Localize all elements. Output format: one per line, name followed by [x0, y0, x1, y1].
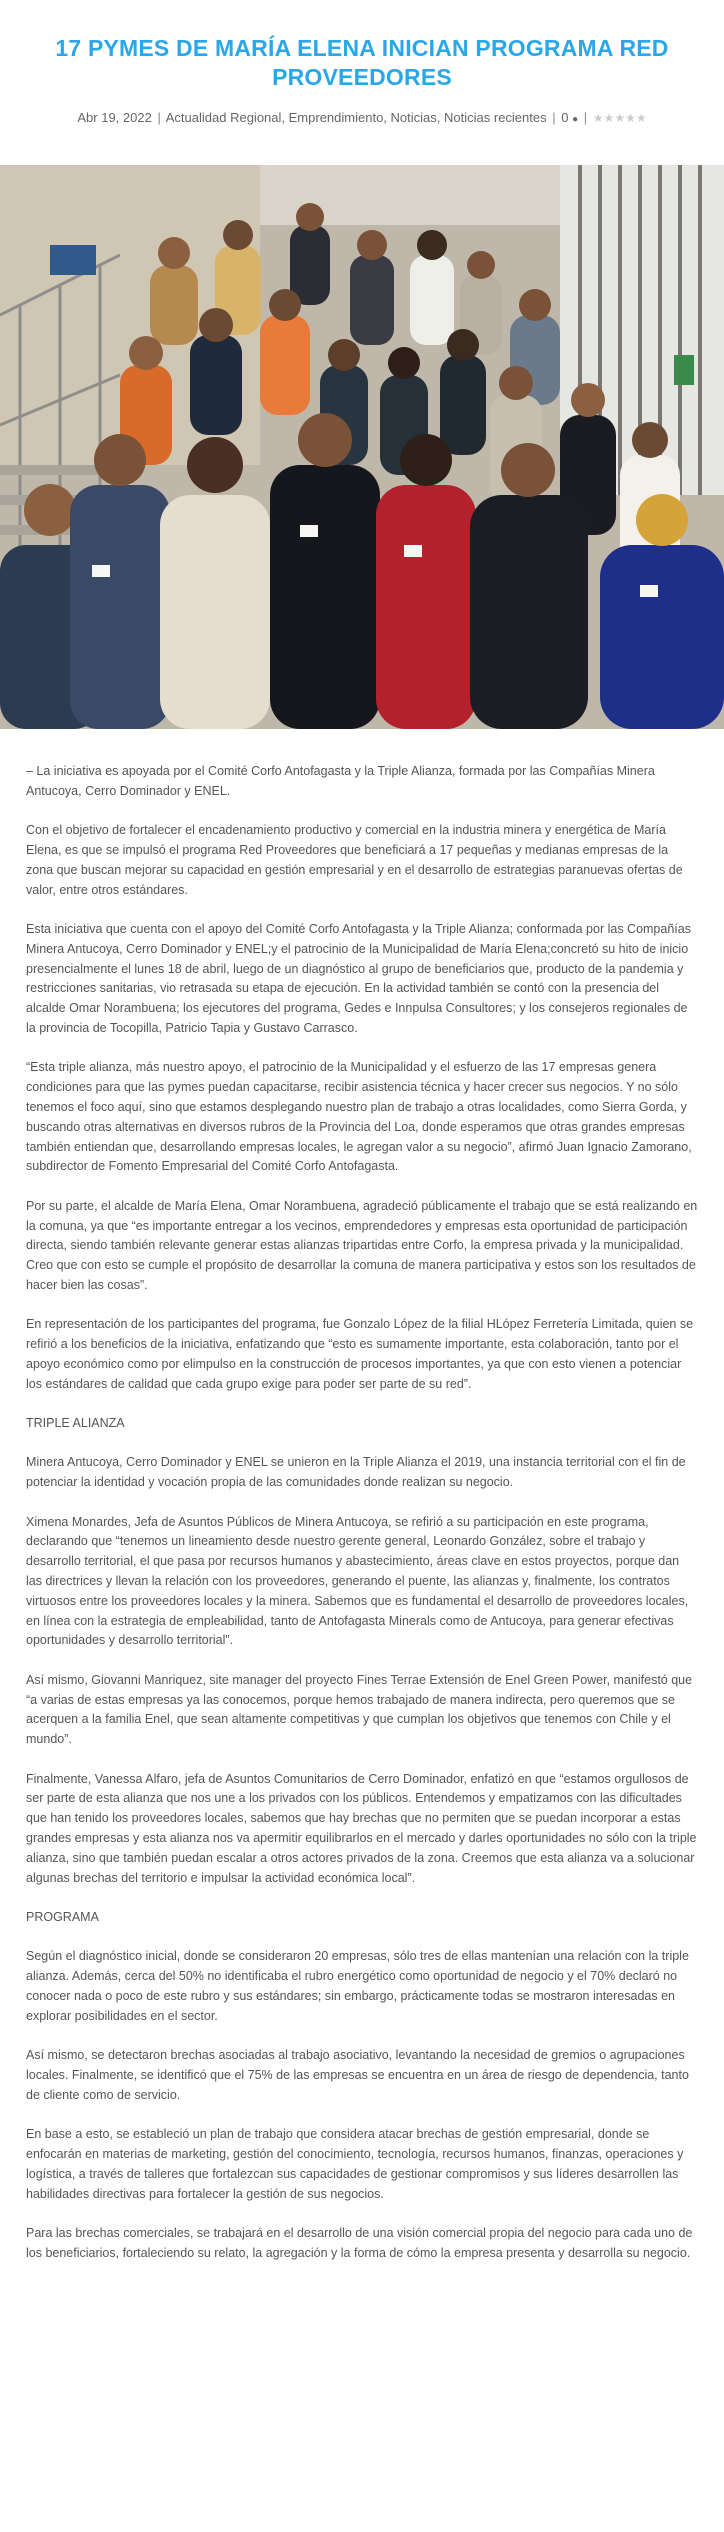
paragraph: Según el diagnóstico inicial, donde se consideraron 20 empresas, sólo tres de ellas mantenían una relación con la triple alianza. Además, cerca del 50% no identificaba el rubro energético como oportunidad de negocio y el 70% declaró no conocer nada o poco de este rubro y sus estándares; sin embargo, prácticamente todas se mostraron interesadas en explorar posibilidades en el sector.	[26, 1949, 689, 2023]
article-body	[26, 762, 698, 2283]
rating-stars: ★★★★★	[592, 111, 647, 125]
post-date: Abr 19, 2022	[77, 110, 152, 125]
comment-count: 0	[561, 110, 569, 125]
article-title: 17 PYMES DE MARÍA ELENA INICIAN PROGRAMA RED PROVEEDORES	[55, 35, 669, 90]
featured-image	[0, 165, 724, 729]
paragraph: Minera Antucoya, Cerro Dominador y ENEL se unieron en la Triple Alianza el 2019, una instancia territorial con el fin de potenciar la identidad y vocación propia de las comunidades donde realizan su negocio.	[26, 1455, 686, 1490]
section-heading-programa: PROGRAMA	[26, 1909, 99, 1924]
meta-separator: |	[157, 110, 161, 125]
paragraph-intro: – La iniciativa es apoyada por el Comité Corfo Antofagasta y la Triple Alianza, formada por las Compañías Minera Antucoya, Cerro Dominador y ENEL.	[26, 764, 655, 798]
category-link-noticias[interactable]: Noticias	[390, 110, 437, 125]
paragraph: Esta iniciativa que cuenta con el apoyo del Comité Corfo Antofagasta y la Triple Alianza; conformada por las Compañías Minera Antucoya, Cerro Dominador y ENEL;y el patrocinio de la Municipalidad de María Elena;concretó su hito de inicio presencialmente el lunes 18 de abril, luego de un diagnóstico al grupo de beneficiarios que, producto de la pandemia y restricciones sanitarias, vio retrasada su etapa de ejecución. En la actividad también se contó con la presencia del alcalde Omar Norambuena; los ejecutores del programa, Gedes e Innpulsa Consultores; y los consejeros regionales de la provincia de Tocopilla, Patricio Tapia y Gustavo Carrasco.	[26, 921, 691, 1035]
post-meta: Abr 19, 2022 | Actualidad Regional, Emprendimiento, Noticias, Noticias recientes | 0 ● | ★★★★★	[77, 110, 647, 125]
meta-separator: |	[552, 110, 556, 125]
paragraph: Por su parte, el alcalde de María Elena, Omar Norambuena, agradeció públicamente el trabajo que se está realizando en la comuna, ya que “es importante entregar a los vecinos, emprendedores y empresas esta oportunidad de participación directa, siendo también relevante generar estas alianzas tripartidas entre Corfo, la empresa privada y la municipalidad. Creo que con esto se cumple el propósito de desarrollar la comuna de manera participativa y estos son los resultados de hacer bien las cosas”.	[26, 1198, 698, 1292]
comments-link[interactable]	[561, 110, 578, 125]
section-heading-triple-alianza: TRIPLE ALIANZA	[26, 1416, 125, 1431]
meta-separator: |	[583, 110, 588, 125]
paragraph: Ximena Monardes, Jefa de Asuntos Públicos de Minera Antucoya, se refirió a su participación en este programa, declarando que “tenemos un lineamiento desde nuestro gerente general, Leonardo González, sobre el trabajo y desarrollo territorial, el que pasa por recursos humanos y abastecimiento, áreas clave en estos proyectos, porque dan las directrices y llevan la relación con los proveedores, generando el puente, las alianzas y, finalmente, los contratos virtuosos entre los proveedores locales y la minera. Sabemos que es fundamental el desarrollo de proveedores locales, en línea con la estrategia de empleabilidad, tanto de Antofagasta Minerals como de Antucoya, para generar efectivas oportunidades y desarrollo territorial”.	[26, 1514, 689, 1648]
category-link-actualidad-regional[interactable]: Actualidad Regional	[165, 110, 282, 125]
paragraph: Así mismo, se detectaron brechas asociadas al trabajo asociativo, levantando la necesidad de gremios o agrupaciones locales. Finalmente, se identificó que el 75% de las empresas se encuentra en un área de riesgo de dependencia, tanto de cliente como de servicio.	[26, 2048, 689, 2102]
paragraph: Con el objetivo de fortalecer el encadenamiento productivo y comercial en la industria minera y energética de María Elena, es que se impulsó el programa Red Proveedores que beneficiará a 17 pequeñas y medianas empresas de la zona que buscan mejorar su capacidad en gestión empresarial y en el desarrollo de estrategias paranuevas ofertas de valor, entre otros estándares.	[26, 823, 683, 897]
paragraph: Así mismo, Giovanni Manriquez, site manager del proyecto Fines Terrae Extensión de Enel Green Power, manifestó que “a varias de estas empresas ya las conocemos, porque hemos trabajado de manera indirecta, pero queremos que se acerquen a la familia Enel, que sean altamente competitivas y que cumplan los objetivos que tenemos con Chile y el mundo”.	[26, 1672, 693, 1747]
paragraph: En base a esto, se estableció un plan de trabajo que considera atacar brechas de gestión empresarial, donde se enfocarán en materias de marketing, gestión del conocimiento, tecnología, recursos humanos, finanzas, operaciones y logística, a través de talleres que fortalezcan sus capacidades de gestionar compromisos y sus líderes desarrollen las habilidades directivas para fortalecer la gestión de sus negocios.	[26, 2127, 684, 2201]
article-header	[0, 0, 724, 128]
paragraph: Finalmente, Vanessa Alfaro, jefa de Asuntos Comunitarios de Cerro Dominador, enfatizó en que “estamos orgullosos de ser parte de esta alianza que nos une a los privados con los públicos. Entendemos y empatizamos con las dificultades que han tenido los proveedores locales, sabemos que hay brechas que no permiten que se puedan incorporar a estas grandes empresas y esta alianza nos va apermitir equilibrarlos en el mercado y darles oportunidades no sólo con la triple alianza, sino que también puedan escalar a otros actores privados de la zona. Creemos que esta alianza va a solucionar algunas brechas del territorio e impulsar la actividad económica local”.	[26, 1771, 697, 1885]
category-link-emprendimiento[interactable]: Emprendimiento	[288, 110, 384, 125]
paragraph: “Esta triple alianza, más nuestro apoyo, el patrocinio de la Municipalidad y el esfuerzo de las 17 empresas genera condiciones para que las pymes puedan capacitarse, recibir asistencia técnica y hacer crecer sus negocios. Y no sólo tenemos el foco aquí, sino que estamos desplegando nuestro plan de trabajo a otras localidades, como Sierra Gorda, y buscando otras alternativas en diversos rubros de la Provincia del Loa, donde esperamos que otras grandes empresas también entiendan que, desarrollando empresas locales, le agregan valor a su negocio”, afirmó Juan Ignacio Zamorano, subdirector de Fomento Empresarial del Comité Corfo Antofagasta.	[26, 1060, 692, 1174]
paragraph: Para las brechas comerciales, se trabajará en el desarrollo de una visión comercial propia del negocio para cada uno de los beneficiarios, fortaleciendo su relato, la agregación y la forma de cómo la empresa presenta y desarrolla su negocio.	[26, 2225, 693, 2260]
paragraph: En representación de los participantes del programa, fue Gonzalo López de la filial HLópez Ferretería Limitada, quien se refirió a los beneficios de la iniciativa, enfatizando que “esto es sumamente importante, esta colaboración, tanto por el apoyo económico como por elimpulso en la construcción de procesos importantes, ya que con esto vienen a potenciar los estándares de calidad que cada grupo exige para poder ser parte de su red”.	[26, 1317, 694, 1391]
comment-icon: ●	[572, 114, 579, 125]
category-link-noticias-recientes[interactable]: Noticias recientes	[444, 110, 547, 125]
